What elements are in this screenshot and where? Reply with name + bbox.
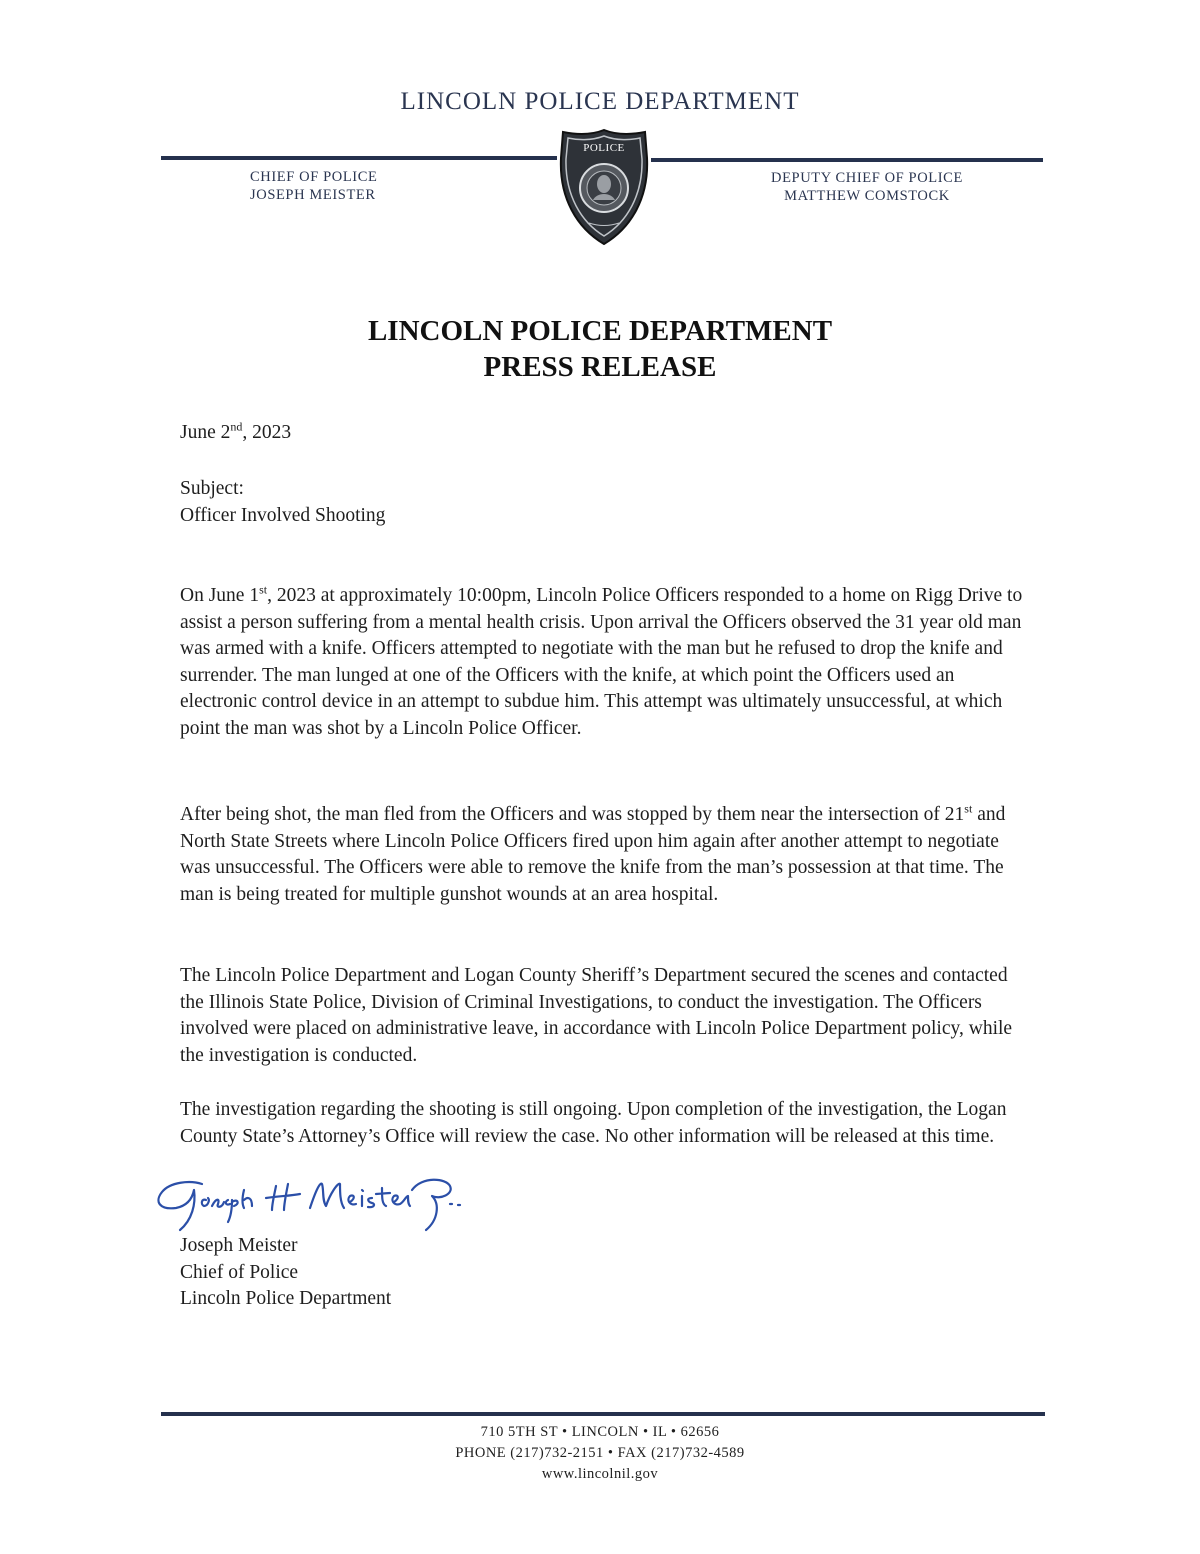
release-date: [180, 420, 1030, 447]
para2-rest: and North State Streets where Lincoln Police Officers fired upon him again after another attempt to negotiate was unsuccessful. The Officers were able to remove the knife from the man’s possession at that time. The man is being treated for multiple gunshot wounds at an area hospital.: [180, 804, 1006, 905]
deputy-block: [771, 169, 963, 205]
press-release-title: [0, 313, 1200, 385]
footer-address: 710 5TH ST • LINCOLN • IL • 62656: [480, 1424, 720, 1440]
date-prefix: June 2: [180, 422, 231, 443]
paragraph-4: [180, 1097, 1030, 1150]
footer: [0, 1422, 1200, 1485]
deputy-title: DEPUTY CHIEF OF POLICE: [771, 170, 963, 186]
para1-rest: , 2023 at approximately 10:00pm, Lincoln Police Officers responded to a home on Rigg Drive to assist a person suffering from a mental health crisis. Upon arrival the Officers observed the 31 year old man was armed with a knife. Officers attempted to negotiate with the man but he refused to drop the knife and surrender. The man lunged at one of the Officers with the knife, at which point the Officers used an electronic control device in an attempt to subdue him. This attempt was ultimately unsuccessful, at which point the man was shot by a Lincoln Police Officer.: [180, 585, 1023, 739]
press-title-line2: PRESS RELEASE: [483, 351, 717, 383]
chief-block: [250, 168, 377, 204]
paragraph-1: [180, 583, 1030, 742]
date-year: , 2023: [242, 422, 292, 443]
signer-title: Chief of Police: [180, 1261, 299, 1283]
signer-block: [180, 1233, 1030, 1313]
badge-word: POLICE: [583, 142, 625, 154]
subject-label: Subject:: [180, 478, 244, 499]
letterhead-title: LINCOLN POLICE DEPARTMENT: [400, 88, 800, 115]
deputy-name: MATTHEW COMSTOCK: [784, 188, 950, 204]
paragraph-2: [180, 802, 1030, 908]
para1-start: On June 1: [180, 585, 260, 606]
footer-phone: PHONE (217)732-2151 • FAX (217)732-4589: [455, 1445, 745, 1461]
chief-name: JOSEPH MEISTER: [250, 187, 376, 203]
header-rule-right: [651, 158, 1043, 162]
signer-org: Lincoln Police Department: [180, 1288, 392, 1309]
press-title-line1: LINCOLN POLICE DEPARTMENT: [367, 315, 833, 347]
para1-ordinal: st: [259, 582, 268, 597]
para2-start: After being shot, the man fled from the Officers and was stopped by them near the intersection of 21: [180, 804, 965, 825]
footer-website: www.lincolnil.gov: [541, 1466, 659, 1482]
date-ordinal: nd: [230, 419, 243, 434]
para4-text: The investigation regarding the shooting is still ongoing. Upon completion of the investigation, the Logan County State’s Attorney’s Office will review the case. No other information will be released at this time.: [180, 1099, 1007, 1147]
para3-text: The Lincoln Police Department and Logan County Sheriff’s Department secured the scenes and contacted the Illinois State Police, Division of Criminal Investigations, to conduct the investigation. The Officers involved were placed on administrative leave, in accordance with Lincoln Police Department policy, while the investigation is conducted.: [180, 965, 1013, 1066]
para2-ordinal: st: [964, 801, 973, 816]
footer-rule: [161, 1412, 1045, 1416]
header-rule-left: [161, 156, 557, 160]
subject-text: Officer Involved Shooting: [180, 504, 386, 526]
paragraph-3: [180, 963, 1030, 1069]
signer-name: Joseph Meister: [180, 1235, 298, 1256]
chief-title: CHIEF OF POLICE: [250, 169, 378, 185]
subject-block: [180, 476, 1030, 529]
